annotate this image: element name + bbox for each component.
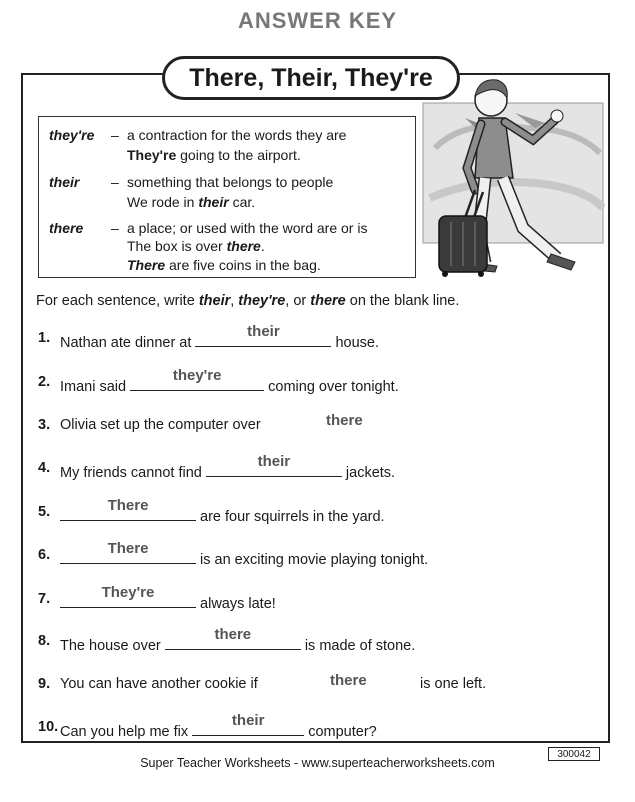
instructions: For each sentence, write their, they're, or there on the blank line. [36, 293, 460, 309]
answer-text: they're [172, 367, 222, 384]
worksheet-code: 300042 [548, 747, 600, 761]
question-number: 10. [38, 719, 59, 735]
question-number: 7. [38, 591, 51, 607]
answer-text: There [107, 497, 149, 514]
answer-blank[interactable] [60, 584, 196, 608]
definition-there [49, 218, 409, 280]
question-number: 3. [38, 417, 51, 433]
definition-dash: – [111, 127, 119, 143]
definition-dash: – [111, 220, 119, 236]
traveler-with-suitcase-illustration [405, 58, 605, 278]
question-text: is one left. [420, 676, 487, 692]
answer-blank[interactable] [130, 367, 264, 391]
question-text: Olivia set up the computer over [60, 417, 261, 433]
definition-example: We rode in their car. [127, 194, 256, 210]
answer-text: there [326, 412, 363, 429]
definition-their [49, 172, 409, 214]
definition-example: They're going to the airport. [127, 147, 301, 163]
question-text: The house over [60, 638, 165, 654]
answer-blank[interactable] [60, 540, 196, 564]
question-text: are four squirrels in the yard. [196, 509, 385, 525]
question-text: You can have another cookie if [60, 676, 258, 692]
question-number: 9. [38, 676, 51, 692]
answer-blank[interactable] [165, 626, 301, 650]
question-text: computer? [304, 724, 377, 740]
definition-term: they're [49, 127, 95, 143]
definition-term: their [49, 174, 80, 190]
question-text: My friends cannot find [60, 465, 206, 481]
answer-blank[interactable] [206, 453, 342, 477]
answer-text: their [231, 712, 265, 729]
answer-text: there [330, 672, 367, 689]
answer-key-heading: ANSWER KEY [237, 8, 398, 33]
answer-blank[interactable] [192, 712, 304, 736]
definition-meaning: something that belongs to people [127, 174, 334, 190]
answer-text: their [247, 323, 280, 340]
question-text: always late! [196, 596, 276, 612]
question-text: coming over tonight. [264, 379, 399, 395]
definition-theyre [49, 125, 409, 167]
definition-example: There are five coins in the bag. [127, 257, 321, 273]
question-text: Nathan ate dinner at [60, 335, 196, 351]
question-text: is made of stone. [300, 638, 416, 654]
question-text: Imani said [60, 379, 131, 395]
question-number: 1. [38, 330, 51, 346]
definition-dash: – [111, 174, 119, 190]
definition-meaning: a place; or used with the word are or is [127, 220, 368, 236]
worksheet-title: There, Their, They're [162, 56, 460, 100]
question-text: jackets. [341, 465, 396, 481]
definition-meaning: a contraction for the words they are [127, 127, 347, 143]
question-number: 8. [38, 633, 51, 649]
question-text: is an exciting movie playing tonight. [196, 552, 429, 568]
question-text: Can you help me fix [60, 724, 193, 740]
definition-term: there [49, 220, 84, 236]
question-number: 6. [38, 547, 51, 563]
definition-example: The box is over there. [127, 238, 265, 254]
question-text: house. [331, 335, 380, 351]
footer-credit: Super Teacher Worksheets - www.superteacherworksheets.com [140, 756, 495, 770]
answer-blank[interactable] [60, 497, 196, 521]
answer-text: There [107, 540, 149, 557]
answer-text: They're [101, 584, 155, 601]
question-number: 4. [38, 460, 51, 476]
question-number: 2. [38, 374, 51, 390]
answer-text: their [257, 453, 291, 470]
answer-text: there [214, 626, 252, 643]
question-number: 5. [38, 504, 51, 520]
definitions-box [38, 116, 416, 278]
answer-blank[interactable] [195, 323, 331, 347]
